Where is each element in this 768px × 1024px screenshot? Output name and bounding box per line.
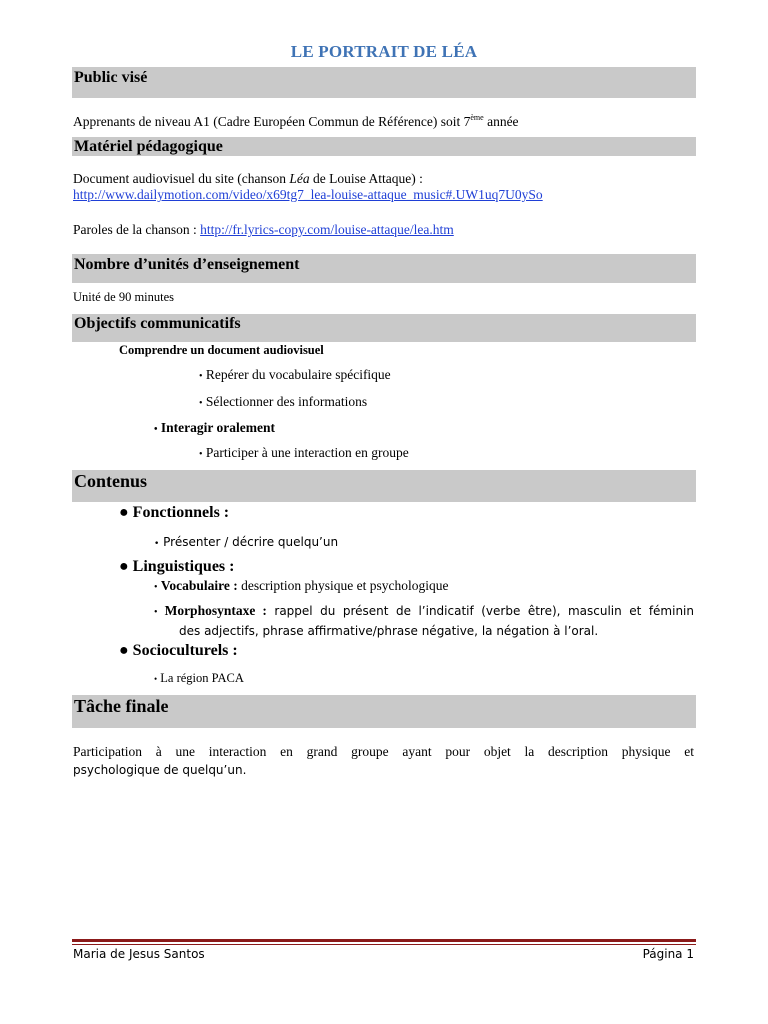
bullet-icon: • xyxy=(199,449,203,460)
objectif-comprendre: Comprendre un document audiovisuel xyxy=(119,343,324,357)
section-header-unites: Nombre d’unités d’enseignement xyxy=(72,254,696,283)
paroles-line xyxy=(73,222,454,238)
socio-item-text: La région PACA xyxy=(160,671,244,685)
fonctionnels-item xyxy=(154,535,338,549)
materiel-line1-em: Léa xyxy=(289,171,310,186)
objectif-interagir-text: Interagir oralement xyxy=(160,420,275,435)
bullet-icon: • xyxy=(154,607,158,618)
objectif-sub-participer-text: Participer à une interaction en groupe xyxy=(205,445,409,460)
footer-rule-thin xyxy=(72,944,696,945)
bullet-icon: • xyxy=(154,674,158,684)
lyrics-link[interactable]: http://fr.lyrics-copy.com/louise-attaque/lea.htm xyxy=(200,222,454,237)
public-line: Apprenants de niveau A1 (Cadre Européen Commun de Référence) soit 7 xyxy=(73,114,471,129)
linguistiques-morpho-line1 xyxy=(154,603,694,619)
public-sup: ème xyxy=(470,113,484,122)
bullet-icon: ● xyxy=(119,504,129,521)
materiel-line1-pre: Document audiovisuel du site (chanson xyxy=(73,171,290,186)
footer-page-number: Página 1 xyxy=(642,947,694,961)
paroles-label: Paroles de la chanson : xyxy=(73,222,201,237)
morpho-line1: rappel du présent de l’indicatif (verbe être), masculin et féminin xyxy=(266,604,694,618)
footer-author: Maria de Jesus Santos xyxy=(73,947,205,961)
bullet-icon: • xyxy=(199,398,203,409)
public-text xyxy=(73,113,519,130)
objectif-sub-selectionner-text: Sélectionner des informations xyxy=(205,394,368,409)
contenus-socioculturels xyxy=(119,642,238,660)
objectif-sub-reperer-text: Repérer du vocabulaire spécifique xyxy=(205,367,391,382)
fonctionnels-item-text: Présenter / décrire quelqu’un xyxy=(163,535,339,549)
dailymotion-link[interactable]: http://www.dailymotion.com/video/x69tg7_lea-louise-attaque_music#.UW1uq7U0ySo xyxy=(73,187,543,202)
vocab-label: Vocabulaire : xyxy=(160,578,238,593)
footer-rule-thick xyxy=(72,939,696,942)
objectif-sub-selectionner xyxy=(199,394,367,410)
materiel-line1 xyxy=(73,171,423,187)
socioculturels-label: Socioculturels : xyxy=(132,642,238,659)
section-header-materiel: Matériel pédagogique xyxy=(72,137,696,156)
public-after: année xyxy=(483,114,519,129)
section-header-tache: Tâche finale xyxy=(72,695,696,728)
tache-line2: psychologique de quelqu’un. xyxy=(73,763,247,777)
section-header-public: Public visé xyxy=(72,67,696,98)
section-header-objectifs: Objectifs communicatifs xyxy=(72,314,696,342)
socioculturels-item xyxy=(154,671,244,686)
section-header-contenus: Contenus xyxy=(72,470,696,502)
page-title: LE PORTRAIT DE LÉA xyxy=(290,42,478,61)
contenus-fonctionnels xyxy=(119,504,229,522)
unites-text: Unité de 90 minutes xyxy=(73,290,175,304)
bullet-icon: • xyxy=(154,424,158,435)
linguistiques-vocabulaire xyxy=(154,578,449,594)
morpho-label: Morphosyntaxe : xyxy=(164,603,267,618)
bullet-icon: • xyxy=(154,539,160,549)
fonctionnels-label: Fonctionnels : xyxy=(132,504,230,521)
bullet-icon: ● xyxy=(119,558,129,575)
vocab-text: description physique et psychologique xyxy=(237,578,449,593)
objectif-sub-reperer xyxy=(199,367,391,383)
bullet-icon: • xyxy=(154,582,158,593)
linguistiques-morpho-line2: des adjectifs, phrase affirmative/phrase négative, la négation à l’oral. xyxy=(179,624,599,638)
bullet-icon: ● xyxy=(119,642,129,659)
linguistiques-label: Linguistiques : xyxy=(132,558,235,575)
bullet-icon: • xyxy=(199,371,203,382)
materiel-line1-post: de Louise Attaque) : xyxy=(309,171,423,186)
objectif-interagir xyxy=(154,420,275,436)
contenus-linguistiques xyxy=(119,558,234,576)
tache-line1: Participation à une interaction en grand groupe ayant pour objet la description physique et xyxy=(73,744,694,759)
objectif-sub-participer xyxy=(199,445,409,461)
